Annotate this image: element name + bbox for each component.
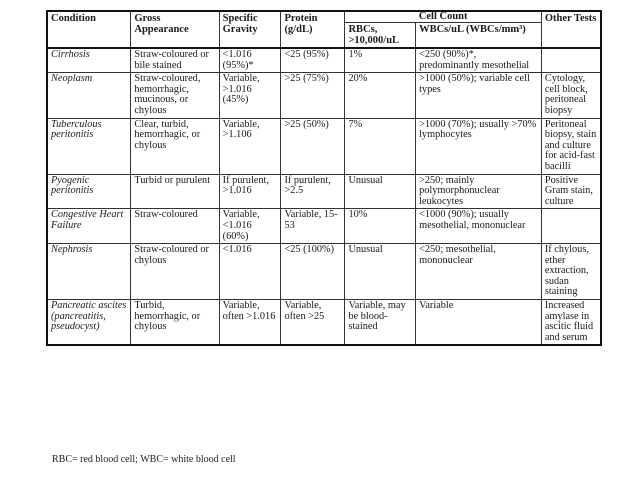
col-group-cell-count: Cell Count: [345, 11, 541, 23]
col-header-protein: Protein (g/dL): [281, 11, 345, 48]
cell-gross-appearance: Straw-coloured or chylous: [131, 244, 219, 300]
cell-condition: Cirrhosis: [47, 48, 131, 73]
cell-other-tests: [541, 48, 601, 73]
cell-wbcs: >250; mainly polymorphonuclear leukocytes: [416, 174, 542, 209]
cell-specific-gravity: Variable, often >1.016: [219, 300, 281, 346]
col-header-rbcs: RBCs, >10,000/uL: [345, 23, 416, 49]
cell-other-tests: Cytology, cell block, peritoneal biopsy: [541, 73, 601, 118]
cell-gross-appearance: Turbid, hemorrhagic, or chylous: [131, 300, 219, 346]
cell-gross-appearance: Clear, turbid, hemorrhagic, or chylous: [131, 118, 219, 174]
table-row: [47, 118, 601, 174]
cell-rbcs: 1%: [345, 48, 416, 73]
cell-condition: Tuberculous peritonitis: [47, 118, 131, 174]
cell-protein: <25 (100%): [281, 244, 345, 300]
cell-wbcs: >1000 (70%); usually >70% lymphocytes: [416, 118, 542, 174]
col-header-other-tests: Other Tests: [541, 11, 601, 48]
cell-specific-gravity: <1.016 (95%)*: [219, 48, 281, 73]
cell-gross-appearance: Turbid or purulent: [131, 174, 219, 209]
cell-condition: Pancreatic ascites (pancreatitis, pseudocyst): [47, 300, 131, 346]
cell-condition: Pyogenic peritonitis: [47, 174, 131, 209]
cell-wbcs: <250 (90%)*, predominantly mesothelial: [416, 48, 542, 73]
col-header-gross-appearance: Gross Appearance: [131, 11, 219, 48]
cell-condition: Congestive Heart Failure: [47, 209, 131, 244]
cell-other-tests: [541, 209, 601, 244]
cell-other-tests: Peritoneal biopsy, stain and culture for acid-fast bacilli: [541, 118, 601, 174]
cell-other-tests: Positive Gram stain, culture: [541, 174, 601, 209]
cell-protein: If purulent, >2.5: [281, 174, 345, 209]
table-row: [47, 300, 601, 346]
cell-rbcs: Variable, may be blood-stained: [345, 300, 416, 346]
cell-other-tests: Increased amylase in ascitic fluid and serum: [541, 300, 601, 346]
table-row: [47, 174, 601, 209]
col-header-condition: Condition: [47, 11, 131, 48]
cell-protein: Variable, often >25: [281, 300, 345, 346]
ascitic-fluid-table-container: [46, 10, 602, 452]
cell-protein: Variable, 15-53: [281, 209, 345, 244]
col-header-wbcs: WBCs/uL (WBCs/mm³): [416, 23, 542, 49]
cell-condition: Neoplasm: [47, 73, 131, 118]
cell-specific-gravity: Variable, <1.016 (60%): [219, 209, 281, 244]
cell-protein: >25 (75%): [281, 73, 345, 118]
cell-other-tests: If chylous, ether extraction, sudan staining: [541, 244, 601, 300]
cell-condition: Nephrosis: [47, 244, 131, 300]
table-row: [47, 209, 601, 244]
table-row: [47, 244, 601, 300]
cell-specific-gravity: Variable, >1.106: [219, 118, 281, 174]
table-body: [47, 48, 601, 345]
table-footnote: RBC= red blood cell; WBC= white blood cell: [52, 455, 236, 464]
cell-specific-gravity: <1.016: [219, 244, 281, 300]
cell-gross-appearance: Straw-coloured or bile stained: [131, 48, 219, 73]
cell-wbcs: Variable: [416, 300, 542, 346]
cell-protein: <25 (95%): [281, 48, 345, 73]
cell-specific-gravity: If purulent, >1.016: [219, 174, 281, 209]
table-row: [47, 73, 601, 118]
cell-gross-appearance: Straw-coloured: [131, 209, 219, 244]
cell-gross-appearance: Straw-coloured, hemorrhagic, mucinous, or chylous: [131, 73, 219, 118]
cell-wbcs: <1000 (90%); usually mesothelial, mononuclear: [416, 209, 542, 244]
cell-specific-gravity: Variable, >1.016 (45%): [219, 73, 281, 118]
cell-wbcs: <250; mesothelial, mononuclear: [416, 244, 542, 300]
cell-protein: >25 (50%): [281, 118, 345, 174]
table-row: [47, 48, 601, 73]
cell-rbcs: Unusual: [345, 244, 416, 300]
cell-rbcs: 20%: [345, 73, 416, 118]
cell-rbcs: 7%: [345, 118, 416, 174]
cell-rbcs: Unusual: [345, 174, 416, 209]
table-header: [47, 11, 601, 48]
cell-rbcs: 10%: [345, 209, 416, 244]
col-header-specific-gravity: Specific Gravity: [219, 11, 281, 48]
cell-wbcs: >1000 (50%); variable cell types: [416, 73, 542, 118]
ascitic-fluid-table: [46, 10, 602, 346]
